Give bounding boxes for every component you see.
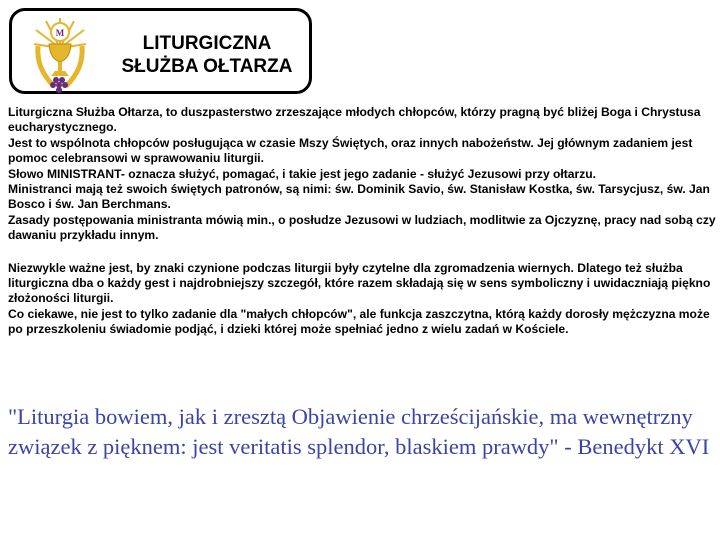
page-title xyxy=(102,32,312,78)
title-line-1: LITURGICZNA xyxy=(142,33,272,54)
altar-server-emblem-icon xyxy=(32,14,88,94)
paragraph-2: Jest to wspólnota chłopców posługująca w czasie Mszy Świętych, oraz innych nabożeństw. Jej głównym zadaniem jest pomoc celebransowi w sprawowaniu liturgii. xyxy=(8,135,693,166)
header-box xyxy=(9,8,312,94)
paragraph-5: Zasady postępowania ministranta mówią min., o posłudze Jezusowi w ludziach, modlitwie za Ojczyznę, pracy nad sobą czy dawaniu przykładu innym. xyxy=(8,212,716,243)
paragraph-6: Niezwykle ważne jest, by znaki czynione podczas liturgii były czytelne dla zgromadzenia wiernych. Dlatego też służba liturgiczna dba o każdy gest i najdrobniejszy szczegół, które razem składają się w sens symboliczny i uwidaczniają piękno złożoności liturgii. xyxy=(8,260,711,306)
benedict-quote: "Liturgia bowiem, jak i zresztą Objawienie chrześcijańskie, ma wewnętrzny związek z pięknem: jest veritatis splendor, blaskiem prawdy" - Benedykt XVI xyxy=(8,404,710,459)
title-line-2: SŁUŻBA OŁTARZA xyxy=(121,56,293,77)
paragraph-7: Co ciekawe, nie jest to tylko zadanie dla "małych chłopców", ale funkcja zaszczytna, którą każdy dorosły mężczyzna może po przeszkoleniu świadomie podjąć, i dzieki której może spełniać jedno z wielu zadań w Kościele. xyxy=(8,306,710,337)
paragraph-4: Ministranci mają też swoich świętych patronów, są nimi: św. Dominik Savio, św. Stanisław Kostka, św. Tarsycjusz, św. Jan Bosco i św. Jan Berchmans. xyxy=(8,182,710,212)
svg-text:M: M xyxy=(55,28,65,38)
body-text xyxy=(8,105,716,338)
paragraph-3: Słowo MINISTRANT- oznacza służyć, pomagać, i takie jest jego zadanie - służyć Jezusowi przy ołtarzu. xyxy=(8,166,597,181)
paragraph-gap xyxy=(8,244,716,261)
paragraph-1: Liturgiczna Służba Ołtarza, to duszpasterstwo zrzeszające młodych chłopców, którzy pragną być bliżej Boga i Chrystusa eucharystycznego. xyxy=(8,105,701,135)
